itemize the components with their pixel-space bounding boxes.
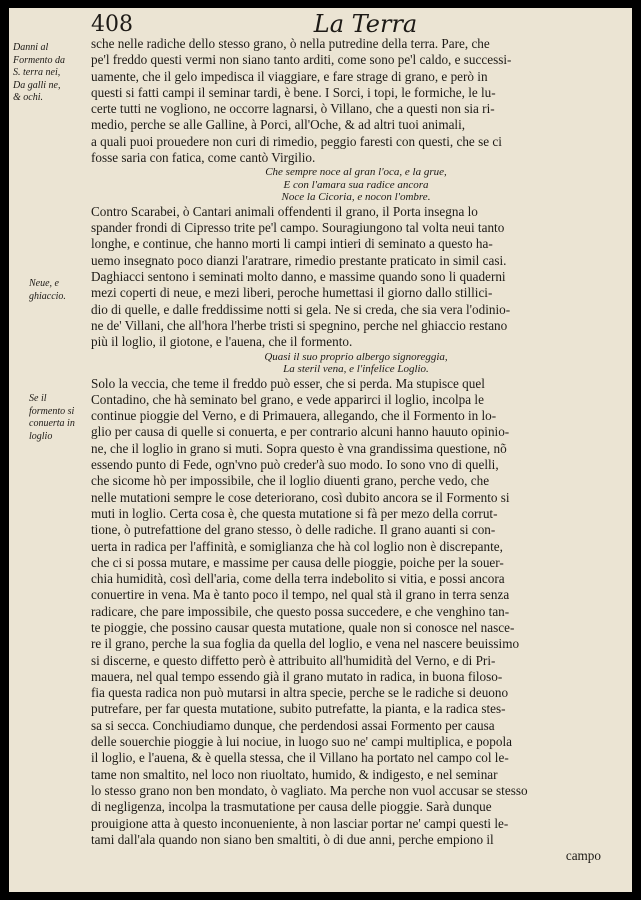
text-line: tame non smaltito, nel loco non riuoltato, humido, & indigesto, e nel seminar (91, 766, 498, 782)
text-line: putrefare, per far questa mutatione, subito putrefatte, la pianta, e la radica stes- (91, 701, 506, 717)
text-line: glio per causa di quelle si conuerta, e per contrario alcuni hanno hauuto opinio- (91, 424, 510, 440)
text-line: re il grano, perche la sua foglia da quella del loglio, e vena nel nascere beuissimo (91, 636, 520, 652)
text-line: uemo insegnato poco dianzi l'aratrare, rimedio prestante praticato in simil casi. (91, 252, 507, 268)
text-line: longhe, e continue, che hanno morti li campi intieri di seminato a questo ha- (91, 236, 493, 252)
text-line: certe tutti ne vogliono, ne occorre lagnarsi, ò Villano, che a questi non sia ri- (91, 101, 495, 117)
text-line: mezi coperti di neue, e mezi liberi, peroche humettasi il giorno dallo stillici- (91, 285, 493, 301)
verse-quote (91, 166, 621, 204)
text-line: che sicome hò per impossibile, che il loglio diuenti grano, perche vedo, che (91, 473, 490, 489)
text-line: prouigione atta à questo inconueniente, à non lasciar portar ne' campi questi le- (91, 815, 509, 831)
text-line: pe'l freddo questi vermi non siano tanto arditi, come sono pe'l caldo, e successi- (91, 52, 512, 68)
text-line: ne, che il loglio in grano si muti. Sopra questo è vna grandissima questione, nõ (91, 440, 507, 456)
margin-note: Neue, e ghiaccio. (29, 278, 66, 302)
verse-line: Che sempre noce al gran l'oca, e la grue, (265, 166, 447, 179)
text-line: tione, ò putrefattione del grano stesso, ò delle radiche. Il grano auanti si con- (91, 522, 496, 538)
text-line: che ci si possa mutare, e massime per causa delle pioggie, poiche per la souer- (91, 554, 504, 570)
main-text (91, 36, 621, 864)
text-line: conuertire in vena. Ma è tanto poco il tempo, nel qual stà il grano in terra senza (91, 587, 510, 603)
text-line: spander frondi di Cipresso trite pe'l campo. Souragiungono tal volta neui tanto (91, 220, 505, 236)
text-line: uamente, che il gelo impedisca il viaggiare, e fare strage di grano, e però in (91, 68, 488, 84)
text-line: chia humidità, così dell'aria, come della terra indebolito si vitia, e possi ancora (91, 571, 505, 587)
text-line: Daghiacci sentono i seminati molto danno, e massime quando sono li quaderni (91, 269, 506, 285)
text-line: ne de' Villani, che all'hora l'herbe tristi si spegnino, perche nel ghiaccio restano (91, 317, 508, 333)
text-line: uerta in radica per l'affinità, e somiglianza che hà col loglio non è discrepante, (91, 538, 503, 554)
catchword: campo (565, 848, 601, 864)
text-line: muti in loglio. Certa cosa è, che questa mutatione si fà per mezo della corrut- (91, 505, 498, 521)
text-line: sche nelle radiche dello stesso grano, ò nella putredine della terra. Pare, che (91, 36, 490, 51)
margin-note: Se il formento si conuerta in loglio (29, 393, 75, 442)
text-line: tami dall'ala quando non siano ben smaltiti, ò di due anni, perche empiono il (91, 831, 494, 847)
text-line: lo stesso grano non ben mondato, ò vagliato. Ma perche non vuol accusar se stesso (91, 782, 528, 798)
running-header: La Terra (313, 10, 418, 38)
text-line: sa si secca. Conchiudiamo dunque, che perdendosi assai Formento per causa (91, 717, 495, 733)
margin-note: Danni al Formento da S. terra nei, Da galli ne, & ochi. (13, 42, 65, 104)
text-line: fia questa radica non può mutarsi in altra specie, perche se le radiche si deuono (91, 685, 509, 701)
text-line: delle souerchie pioggie à lui nociue, in luogo suo ne' campi multiplica, e popola (91, 734, 512, 750)
book-page (9, 8, 632, 892)
text-line: nelle mutationi sempre le cose deteriorano, così dubito ancora se il Formento si (91, 489, 510, 505)
text-line: Contro Scarabei, ò Cantari animali offendenti il grano, il Porta insegna lo (91, 203, 478, 219)
text-line: si discerne, e questo diffetto però è attribuito all'humidità del Verno, e di Pri- (91, 652, 496, 668)
text-line: continue pioggie del Verno, e di Primauera, allegando, che il Formento in lo- (91, 408, 497, 424)
text-line: radicare, che pare impossibile, che questo possa succedere, e che venghino tan- (91, 603, 510, 619)
verse-line: Noce la Cicoria, e nocon l'ombre. (281, 191, 431, 204)
text-line: te pioggie, che possino causar questa mutatione, quale non si conosce nel nasce- (91, 620, 515, 635)
verse-line: La steril vena, e l'infelice Loglio. (283, 363, 429, 376)
text-line: più il loglio, il giotone, e l'auena, che il formento. (91, 334, 353, 350)
text-line: essendo punto di Fede, ogn'vno può creder'à suo modo. Io sono vno di quelli, (91, 457, 499, 473)
text-line: il loglio, e l'auena, & è quella stessa, che il Villano ha portato nel campo col le- (91, 750, 509, 766)
verse-quote (91, 351, 621, 376)
paragraph (91, 376, 621, 849)
text-line: fosse saria con fatica, come cantò Virgilio. (91, 150, 316, 166)
text-line: Contadino, che hà seminato bel grano, e vede apparirci il loglio, incolpa le (91, 391, 484, 407)
verse-line: E con l'amara sua radice ancora (283, 178, 429, 191)
text-line: questi si fatti campi il seminar tardi, è bene. I Sorci, i topi, le formiche, le lu- (91, 84, 496, 100)
paragraph (91, 36, 621, 166)
text-line: dio di quelle, e dalle freddissime notti si gela. Ne si creda, che sia vera l'odinio- (91, 301, 511, 317)
text-line: Solo la veccia, che teme il freddo può esser, che si perda. Ma stupisce quel (91, 375, 485, 391)
page-number: 408 (91, 12, 133, 37)
verse-line: Quasi il suo proprio albergo signoreggia, (264, 350, 448, 363)
paragraph (91, 204, 621, 351)
text-line: di negligenza, incolpa la trasmutatione per causa delle pioggie. Sarà dunque (91, 799, 492, 815)
text-line: medio, perche se alle Galline, à Porci, all'Oche, & ad altri tuoi animali, (91, 117, 466, 133)
text-line: a quali puoi prouedere non curi di rimedio, peggio faresti con questi, che se ci (91, 133, 502, 149)
text-line: mauera, nel qual tempo essendo già il grano mutato in radica, in buona filoso- (91, 668, 503, 684)
